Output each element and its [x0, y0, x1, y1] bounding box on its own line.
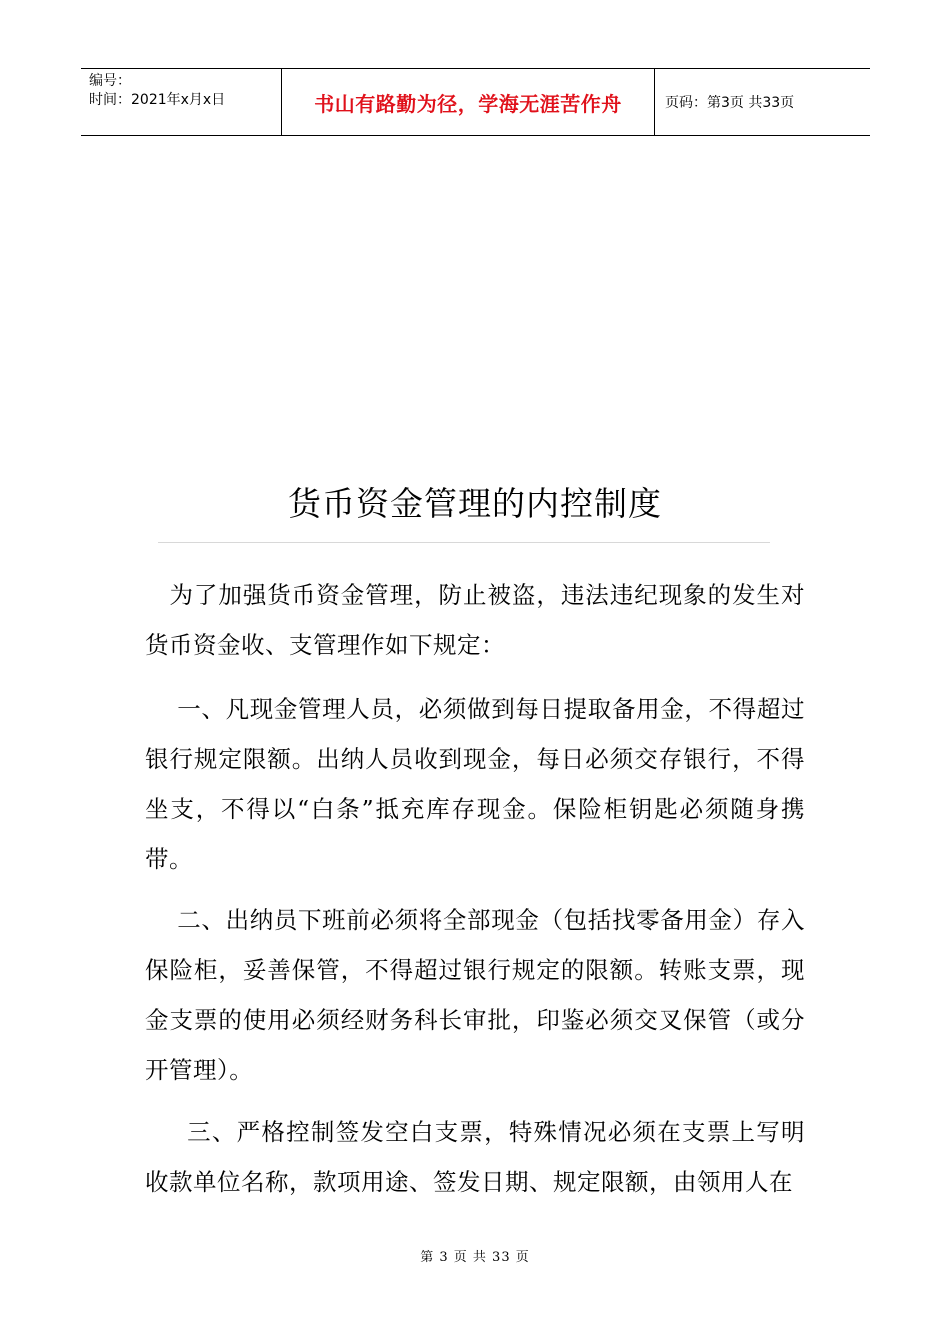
paragraph-rule-3: 三、严格控制签发空白支票，特殊情况必须在支票上写明收款单位名称，款项用途、签发日期、规定限额，由领用人在 [145, 1118, 805, 1196]
title-divider [158, 542, 770, 543]
paragraph-intro: 为了加强货币资金管理，防止被盗，违法违纪现象的发生对货币资金收、支管理作如下规定： [145, 581, 805, 659]
header-motto: 书山有路勤为径，学海无涯苦作舟 [281, 69, 655, 135]
page-footer: 第 3 页 共 33 页 [420, 1250, 530, 1265]
header-meta-cell [81, 69, 281, 135]
header-page-info: 页码：第3页 共33页 [665, 95, 795, 111]
time-label: 时间：2021年x月x日 [89, 92, 226, 108]
document-title: 货币资金管理的内控制度 [288, 484, 662, 523]
paragraph-rule-2: 二、出纳员下班前必须将全部现金（包括找零备用金）存入保险柜，妥善保管，不得超过银行规定的限额。转账支票，现金支票的使用必须经财务科长审批，印鉴必须交叉保管（或分开管理）。 [145, 906, 805, 1084]
page-header [81, 68, 870, 136]
serial-label: 编号： [89, 73, 131, 89]
paragraph-rule-1: 一、凡现金管理人员，必须做到每日提取备用金，不得超过银行规定限额。出纳人员收到现金，每日必须交存银行，不得坐支，不得以“白条”抵充库存现金。保险柜钥匙必须随身携带。 [145, 695, 805, 873]
